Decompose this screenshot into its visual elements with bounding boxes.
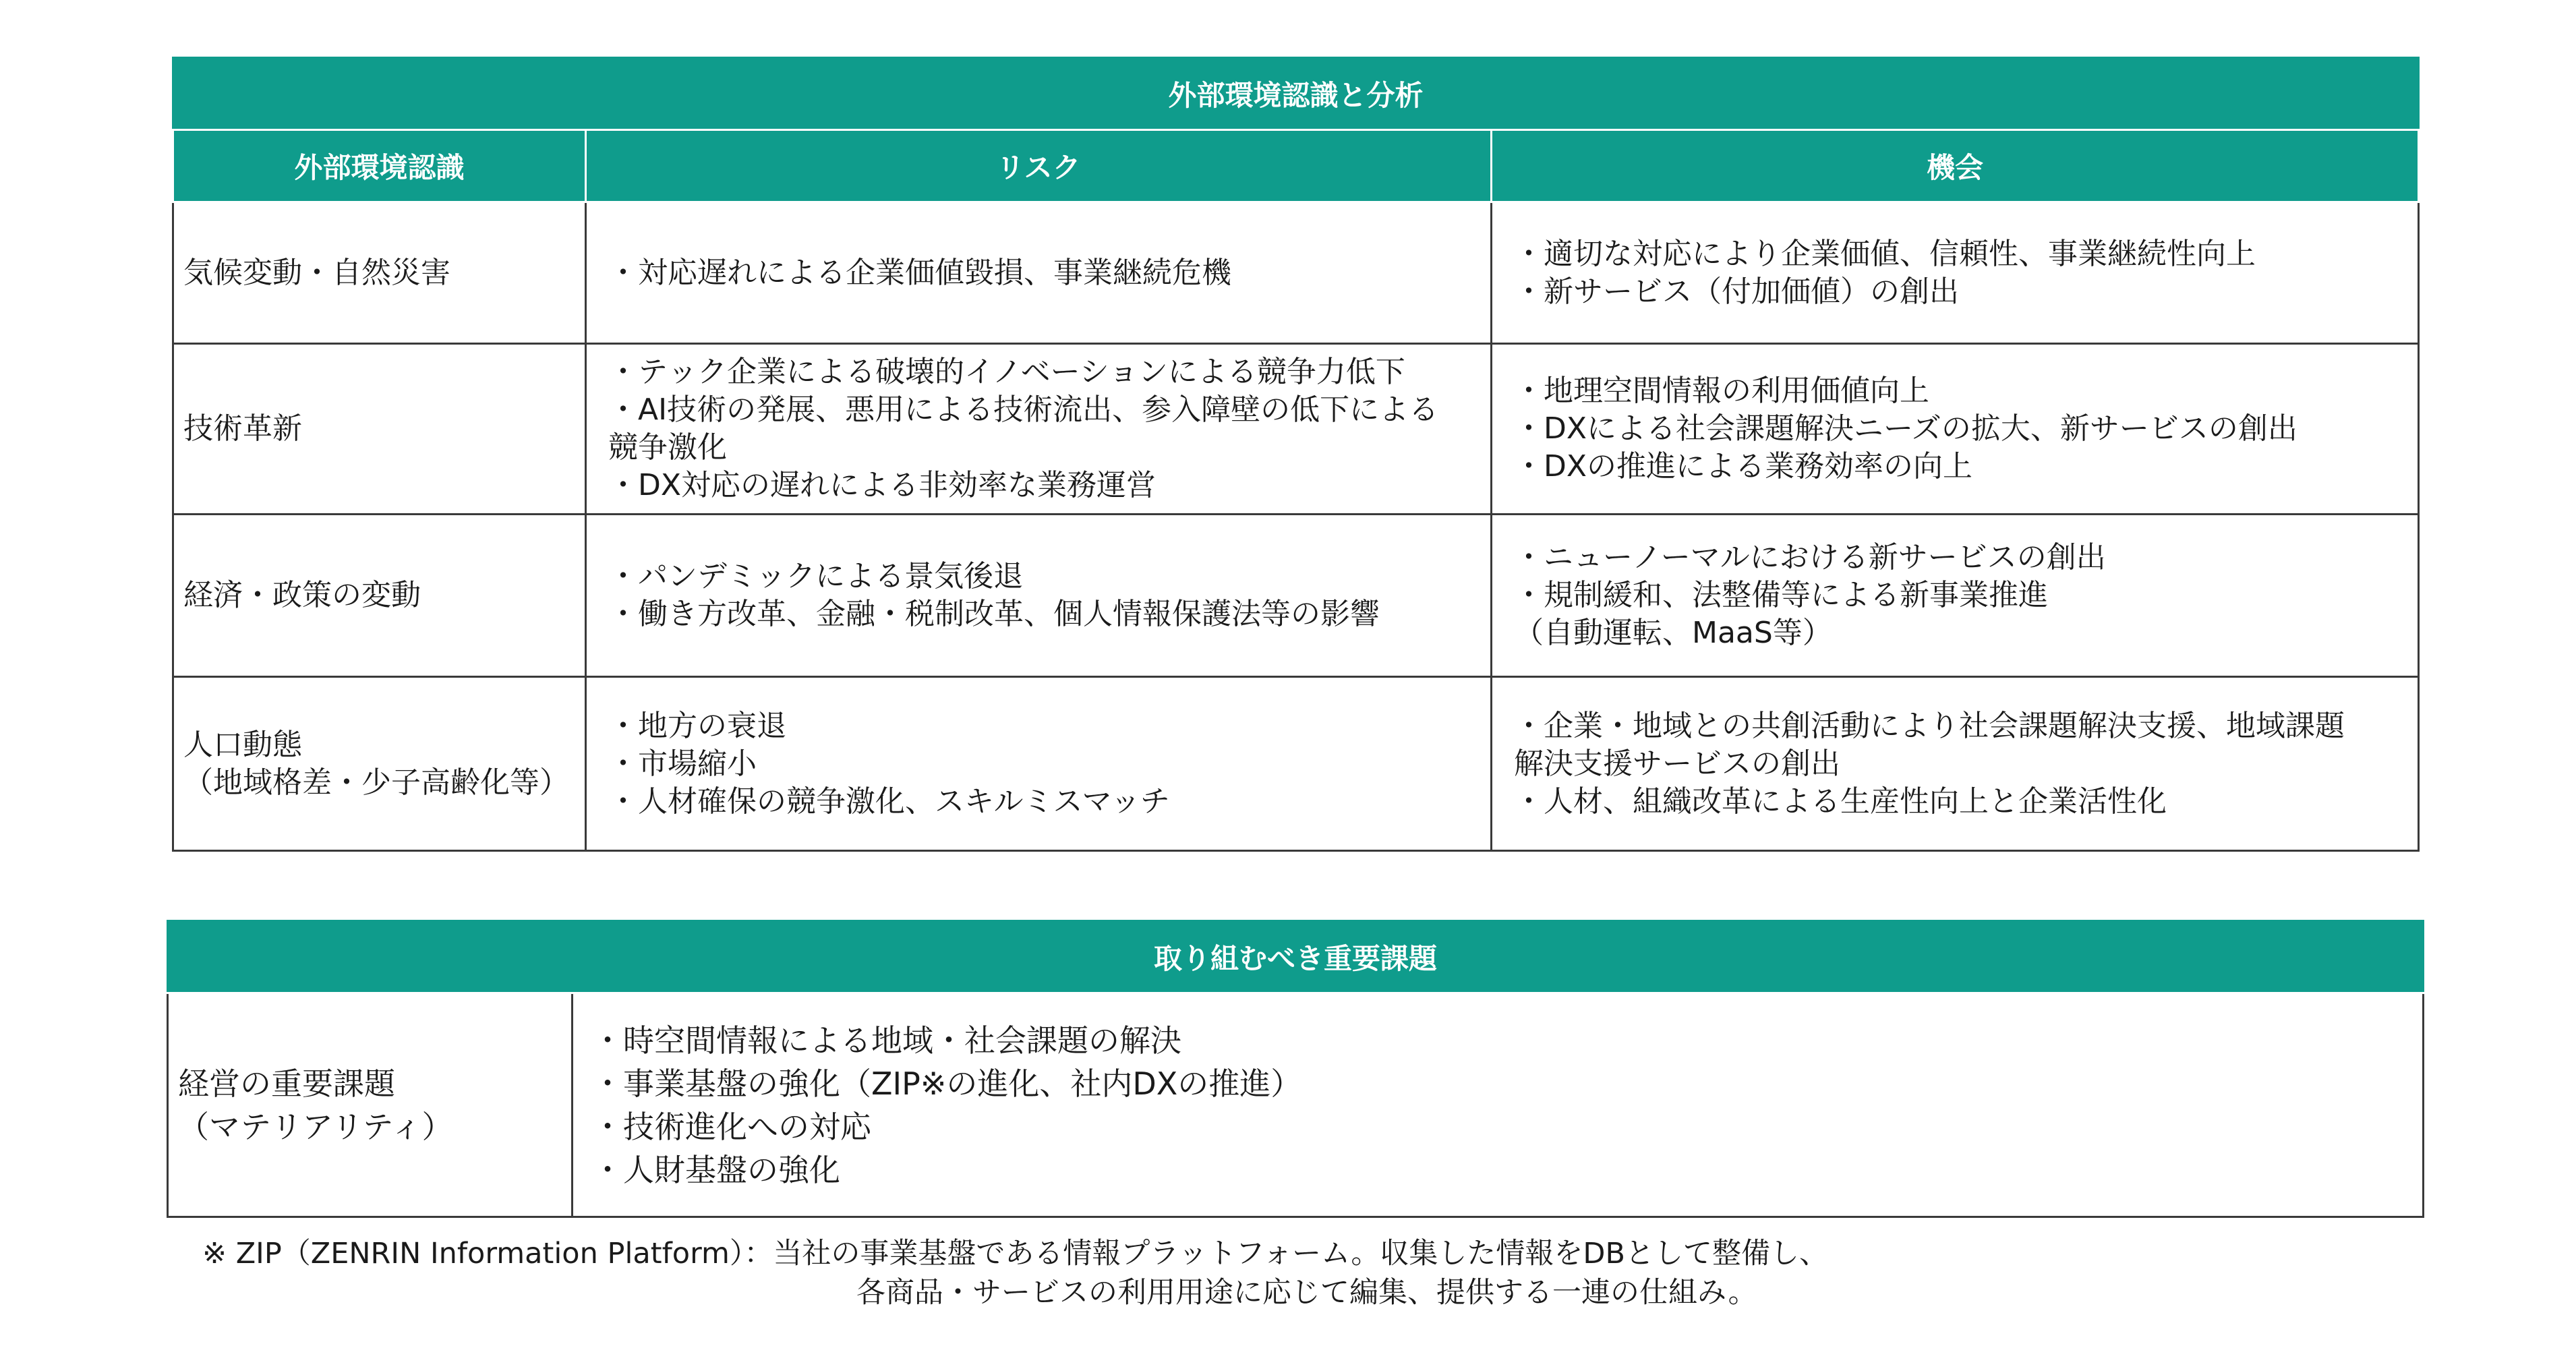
list-item: ・地方の衰退: [608, 708, 786, 743]
row-label-economy: 経済・政策の変動: [173, 515, 586, 677]
list-item: ・地理空間情報の利用価値向上: [1514, 374, 1929, 408]
materiality-table: [167, 920, 2424, 1218]
risk-list: [586, 677, 1492, 851]
list-item: ・時空間情報による地域・社会課題の解決: [592, 1022, 1181, 1059]
materiality-label: 経営の重要課題 （マテリアリティ）: [168, 993, 573, 1217]
footnote-line-2: 各商品・サービスの利用用途に応じて編集、提供する一連の仕組み。: [856, 1276, 1757, 1310]
list-item: ・テック企業による破壊的イノベーションによる競争力低下: [608, 355, 1405, 389]
column-header-risk: リスク: [586, 130, 1492, 202]
list-item: ・適切な対応により企業価値、信頼性、事業継続性向上: [1514, 236, 2256, 271]
opportunity-list: [1492, 202, 2419, 344]
list-item: ・市場縮小: [608, 746, 757, 781]
list-item: ・パンデミックによる景気後退: [608, 559, 1024, 593]
list-item: ・規制緩和、法整備等による新事業推進: [1514, 578, 2048, 612]
row-label-technology: 技術革新: [173, 344, 586, 515]
table-row: [173, 677, 2419, 851]
list-item: ・新サービス（付加価値）の創出: [1514, 274, 1959, 309]
footnote: [202, 1234, 1828, 1312]
list-item: ・DXの推進による業務効率の向上: [1514, 449, 1973, 484]
list-item: ・ニューノーマルにおける新サービスの創出: [1514, 540, 2106, 575]
materiality-list: [573, 993, 2424, 1217]
env-table-title: 外部環境認識と分析: [173, 58, 2419, 130]
opportunity-list: [1492, 515, 2419, 677]
external-environment-table: [172, 57, 2420, 852]
list-item: ・企業・地域との共創活動により社会課題解決支援、地域課題: [1514, 708, 2345, 743]
opportunity-list: [1492, 344, 2419, 515]
opportunity-list: [1492, 677, 2419, 851]
column-header-opportunity: 機会: [1492, 130, 2419, 202]
list-item: ・AI技術の発展、悪用による技術流出、参入障壁の低下による: [608, 392, 1439, 427]
table-row: [173, 202, 2419, 344]
list-item: 解決支援サービスの創出: [1514, 746, 1840, 781]
list-item: ・働き方改革、金融・税制改革、個人情報保護法等の影響: [608, 597, 1380, 631]
list-item: ・人材、組織改革による生産性向上と企業活性化: [1514, 784, 2167, 819]
table-row: [173, 515, 2419, 677]
list-item: ・人材確保の競争激化、スキルミスマッチ: [608, 784, 1170, 819]
list-item: （自動運転、MaaS等）: [1514, 616, 1832, 650]
list-item: ・対応遅れによる企業価値毀損、事業継続危機: [608, 255, 1231, 290]
row-label-climate: 気候変動・自然災害: [173, 202, 586, 344]
footnote-line-1: ※ ZIP（ZENRIN Information Platform）：当社の事業基盤である情報プラットフォーム。収集した情報をDBとして整備し、: [202, 1237, 1828, 1270]
list-item: ・DXによる社会課題解決ニーズの拡大、新サービスの創出: [1514, 411, 2297, 446]
row-label-demographics: 人口動態 （地域格差・少子高齢化等）: [173, 677, 586, 851]
table-row: [168, 993, 2424, 1217]
list-item: ・事業基盤の強化（ZIP※の進化、社内DXの推進）: [592, 1065, 1302, 1102]
list-item: ・DX対応の遅れによる非効率な業務運営: [608, 468, 1157, 502]
materiality-table-title: 取り組むべき重要課題: [168, 921, 2424, 993]
risk-list: [586, 515, 1492, 677]
list-item: 競争激化: [608, 430, 727, 465]
risk-list: [586, 344, 1492, 515]
list-item: ・技術進化への対応: [592, 1108, 871, 1145]
list-item: ・人財基盤の強化: [592, 1151, 840, 1188]
table-row: [173, 344, 2419, 515]
column-header-environment: 外部環境認識: [173, 130, 586, 202]
risk-list: [586, 202, 1492, 344]
